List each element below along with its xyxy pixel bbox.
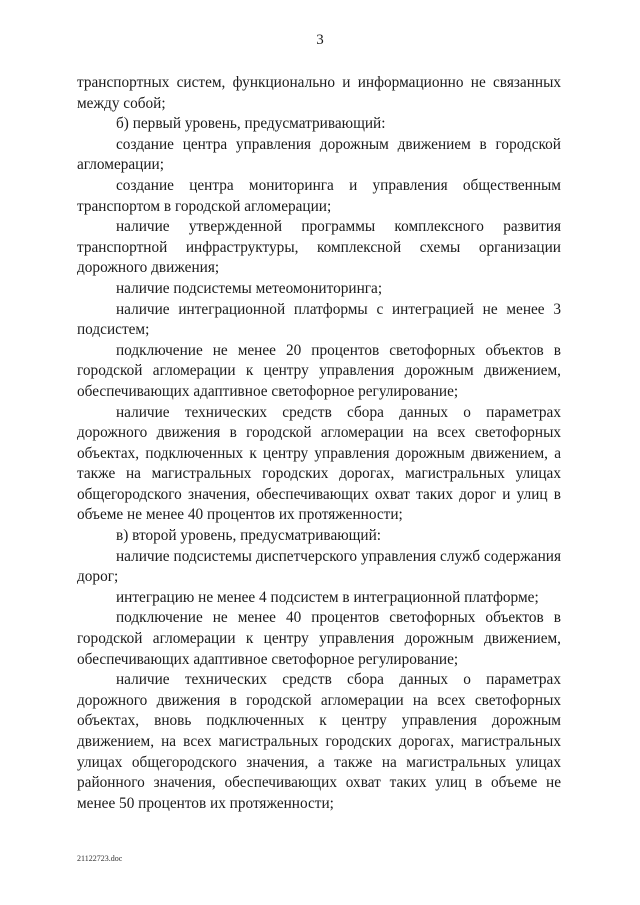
paragraph-level-one-heading: б) первый уровень, предусматривающий: [116,115,386,133]
paragraph: интеграцию не менее 4 подсистем в интеграционной платформе; [116,588,539,606]
paragraph: наличие подсистемы диспетчерского управления служб содержания дорог; [77,547,561,586]
paragraph: наличие технических средств сбора данных о параметрах дорожного движения в городской агломерации на всех светофорных объектах, вновь подключенных к центру управления дорожным движением, на всех магистральных городских дорогах, магистральных улицах общегородского значения, а также на магистральных улицах районного значения, обеспечивающих охват таких улиц в объеме не менее 50 процентов их протяженности; [77,671,561,812]
paragraph: наличие интеграционной платформы с интеграцией не менее 3 подсистем; [77,300,561,339]
paragraph: создание центра мониторинга и управления общественным транспортом в городской агломерации; [77,176,561,215]
page-number: 3 [316,32,324,48]
document-body [77,73,561,814]
paragraph: наличие подсистемы метеомониторинга; [116,279,383,297]
paragraph: создание центра управления дорожным движением в городской агломерации; [77,135,561,174]
paragraph: наличие утвержденной программы комплексного развития транспортной инфраструктуры, комплексной схемы организации дорожного движения; [77,218,561,277]
paragraph-level-two-heading: в) второй уровень, предусматривающий: [116,527,382,545]
document-file-name: 21122723.doc [77,854,123,863]
paragraph: наличие технических средств сбора данных о параметрах дорожного движения в городской агломерации на всех светофорных объектах, подключенных к центру управления дорожным движением, а также на магистральных городских дорогах, магистральных улицах общегородского значения, обеспечивающих охват таких дорог и улиц в объеме не менее 40 процентов их протяженности; [77,403,561,524]
paragraph: подключение не менее 40 процентов светофорных объектов в городской агломерации к центру управления дорожным движением, обеспечивающих адаптивное светофорное регулирование; [77,609,561,668]
paragraph-continuation: транспортных систем, функционально и информационно не связанных между собой; [77,74,561,112]
paragraph: подключение не менее 20 процентов светофорных объектов в городской агломерации к центру управления дорожным движением, обеспечивающих адаптивное светофорное регулирование; [77,341,561,400]
